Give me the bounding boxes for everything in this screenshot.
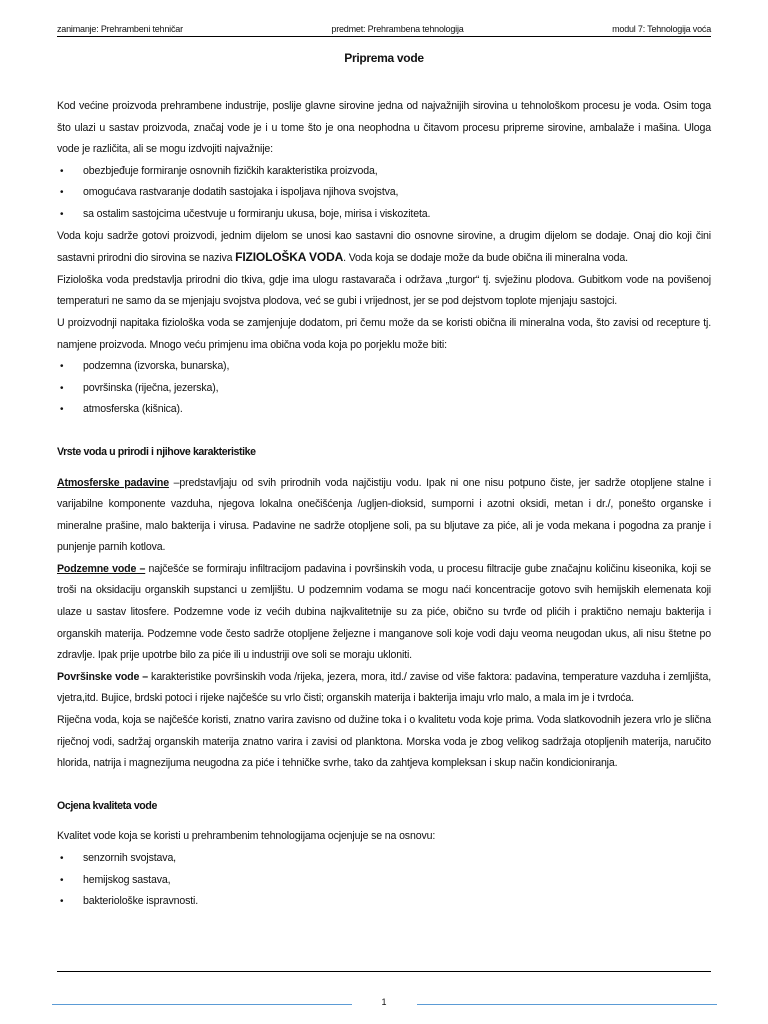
- footer-line-left: [52, 1004, 352, 1005]
- physiological-water-term: FIZIOLOŠKA VODA: [235, 250, 344, 265]
- river-water-paragraph: Riječna voda, koja se najčešće koristi, znatno varira zavisno od dužine toka i o kvalitetu voda koje prima. Voda slatkovodnih jezera vrlo je slična riječnoj vodi, sadržaj organskih materija znatno varira i zavisi od planktona. Morska voda je zbog velikog sadržaja otopljenih materija, naručito hlorida, natrija i magnezijuma neugodna za piće i tehničke svrhe, tako da zahtjeva kompleksan i skup način kondicioniranja.: [57, 714, 711, 770]
- section-heading-water-types: Vrste voda u prirodi i njihove karakteristike: [57, 445, 256, 458]
- list-item: • omogućava rastvaranje dodatih sastojaka i ispoljava njihova svojstva,: [57, 182, 711, 204]
- atmospheric-term: Atmosferske padavine: [57, 476, 169, 489]
- paragraph-text: . Voda koja se dodaje može da bude obična ili mineralna voda.: [343, 252, 628, 265]
- list-item: • površinska (riječna, jezerska),: [57, 378, 711, 400]
- header-subject: predmet: Prehrambena tehnologija: [331, 24, 464, 34]
- header-occupation: zanimanje: Prehrambeni tehničar: [57, 24, 183, 34]
- ground-water-paragraph: [57, 559, 711, 667]
- page-header: [57, 24, 711, 37]
- atmospheric-water-paragraph: [57, 473, 711, 559]
- turgor-paragraph: Fiziološka voda predstavlja prirodni dio tkiva, gdje ima ulogu rastavarača i održava „turgor“ tj. svježinu plodova. Gubitkom vode na povišenoj temperaturi ne samo da se mjenjaju svojstva plodova, već se gubi i vrijednost, jer se pod dejstvom toplote mjenjaju sastojci.: [57, 273, 711, 308]
- footer-line-right: [417, 1004, 717, 1005]
- intro-paragraph: Kod većine proizvoda prehrambene industrije, poslije glavne sirovine jedna od najvažnijih sirovina u tehnološkom procesu je voda. Osim toga što ulazi u sastav proizvoda, značaj vode je i u tome što je ona neophodna u čitavom procesu pripreme sirovine, ambalaže i mašina. Uloga vode je različita, ali se mogu izdvojiti najvažnije:: [57, 100, 711, 156]
- list-item: • atmosferska (kišnica).: [57, 399, 711, 421]
- list-item: • senzornih svojstava,: [57, 848, 711, 870]
- water-origin-list: [57, 356, 711, 421]
- section-heading-quality: Ocjena kvaliteta vode: [57, 799, 157, 812]
- header-module: modul 7: Tehnologija voća: [612, 24, 711, 34]
- paragraph-text: karakteristike površinskih voda /rijeka, jezera, mora, itd./ zavise od više faktora: padavina, temperature vazduha i zemljišta, vjetra,itd. Bujice, brdski potoci i rijeke najčešće su vrlo čisti; organskih materija i bakterija imaju vrlo malo, a mala im je i tvrdoća.: [57, 670, 711, 705]
- quality-intro: Kvalitet vode koja se koristi u prehrambenim tehnologijama ocjenjuje se na osnovu:: [57, 830, 436, 843]
- surface-water-paragraph: [57, 667, 711, 710]
- paragraph-text: najčešće se formiraju infiltracijom padavina i površinskih voda, u procesu filtracije gube značajnu količinu kiseonika, koji se troši na oksidaciju organskih supstanci u zemljištu. U podzemnim vodama se mogu naći koncentracije gotovo svih hemijskih elemenata koji ulaze u sastav litosfere. Podzemne vode iz većih dubina najkvalitetnije su za piće, obično su tvrđe od plićih i praktično nemaju bakterija i organskih materija. Podzemne vode često sadrže otopljene željezne i manganove soli koje vodi daju veoma neugodan ukus, ali nisu štetne po zdravlje. Ipak prije upotrbe bilo za piće ili u industriji ove soli se moraju ukloniti.: [57, 562, 711, 662]
- list-item: • hemijskog sastava,: [57, 870, 711, 892]
- water-roles-list: [57, 161, 711, 226]
- quality-criteria-list: [57, 848, 711, 913]
- list-item: • obezbjeđuje formiranje osnovnih fizičkih karakteristika proizvoda,: [57, 161, 711, 183]
- paragraph-text: Voda koju sadrže gotovi proizvodi, jednim dijelom se unosi kao sastavni dio osnovne sirovine, a drugim dijelom se dodaje. Onaj dio koji čini sastavni prirodni dio sirovina se naziva: [57, 229, 711, 265]
- ground-water-term: Podzemne vode –: [57, 562, 146, 575]
- page-number: 1: [381, 997, 387, 1007]
- document-body: [57, 96, 711, 913]
- paragraph-text: –predstavljaju od svih prirodnih voda najčistiju vodu. Ipak ni one nisu potpuno čiste, jer sadrže otopljene stalne i varijabilne komponente vazduha, njegova lokalna onečišćenja /ugljen-dioksid, sumporni i azotni oksidi, metan i dr./, ponešto organske i mineralne prašine, malo bakterija i virusa. Padavine ne sadrže otopljene soli, pa su bljutave za piće, ali je voda mekana i pogodna za pranje i punjenje parnih kotlova.: [57, 476, 711, 554]
- beverage-water-paragraph: U proizvodnji napitaka fiziološka voda se zamjenjuje dodatom, pri čemu može da se koristi obična ili mineralna voda, što zavisi od recepture tj. namjene proizvoda. Mnogo veću primjenu ima obična voda koja po porjeklu može biti:: [57, 316, 711, 351]
- footer-rule: [57, 971, 711, 972]
- list-item: • sa ostalim sastojcima učestvuje u formiranju ukusa, boje, mirisa i viskoziteta.: [57, 204, 711, 226]
- physiological-water-paragraph: [57, 226, 711, 270]
- list-item: • bakteriološke ispravnosti.: [57, 891, 711, 913]
- page-title: Priprema vode: [344, 51, 424, 65]
- list-item: • podzemna (izvorska, bunarska),: [57, 356, 711, 378]
- surface-water-term: Površinske vode –: [57, 670, 148, 683]
